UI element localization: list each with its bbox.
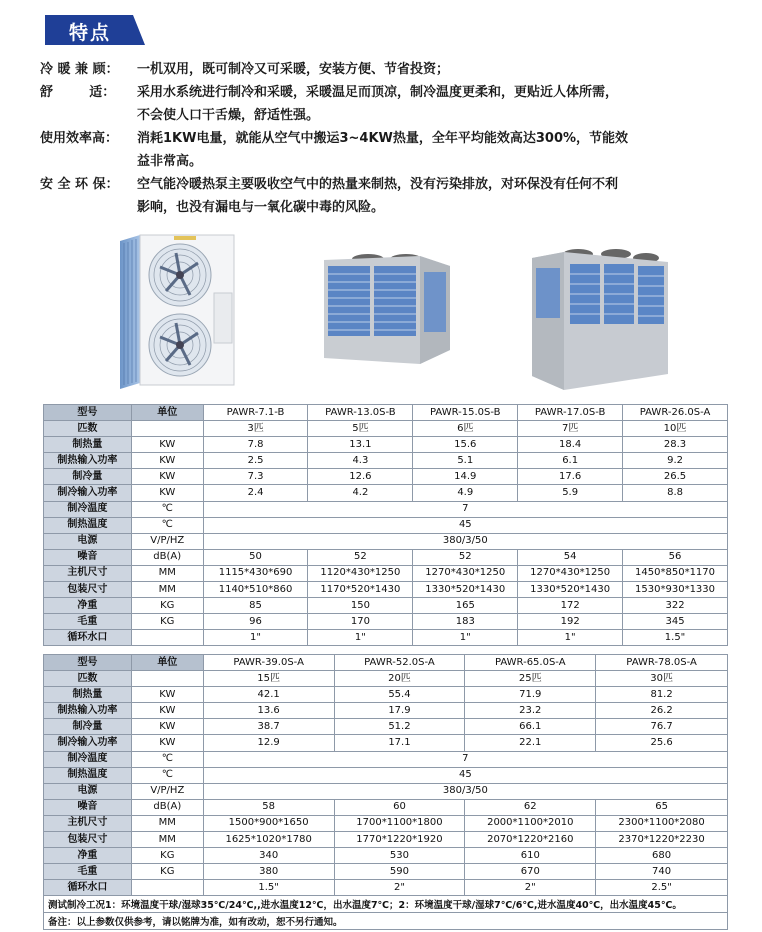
table-row [44, 751, 728, 767]
row-label: 主机尺寸 [44, 815, 132, 831]
table-row [44, 719, 728, 735]
cell-value: 1" [518, 630, 623, 646]
table-row [44, 671, 728, 687]
cell-value: 740 [596, 864, 728, 880]
table-header-row [44, 655, 728, 671]
feature-item [40, 173, 740, 219]
row-label: 包装尺寸 [44, 832, 132, 848]
cell-value: 590 [334, 864, 465, 880]
product-image-small-unit [118, 233, 236, 395]
cell-value: 1140*510*860 [203, 582, 308, 598]
row-unit: KG [131, 614, 203, 630]
row-label: 主机尺寸 [44, 565, 132, 581]
table-row [44, 533, 728, 549]
cell-value: 680 [596, 848, 728, 864]
notes-table [43, 895, 728, 930]
row-unit: dB(A) [131, 549, 203, 565]
row-unit [131, 630, 203, 646]
row-label: 噪音 [44, 799, 132, 815]
cell-value: 56 [623, 549, 728, 565]
cell-value: 2" [465, 880, 596, 896]
cell-value: 380 [203, 864, 334, 880]
row-unit: V/P/HZ [131, 783, 203, 799]
table-row [44, 485, 728, 501]
row-label: 循环水口 [44, 630, 132, 646]
row-unit: KW [131, 735, 203, 751]
row-label: 电源 [44, 533, 132, 549]
cell-value: 1770*1220*1920 [334, 832, 465, 848]
cell-value: 18.4 [518, 437, 623, 453]
spec-table-1 [43, 404, 728, 646]
row-unit: ℃ [131, 517, 203, 533]
row-unit [131, 880, 203, 896]
feature-text: 一机双用，既可制冷又可采暖，安装方便、节省投资； [137, 62, 450, 77]
cell-value: 60 [334, 799, 465, 815]
header-model-name: PAWR-17.0S-B [518, 405, 623, 421]
feature-text: 消耗1KW电量，就能从空气中搬运3~4KW热量，全年平均能效高达300%，节能效 益非常高。 [137, 131, 629, 169]
cell-value: 6.1 [518, 453, 623, 469]
row-unit: KW [131, 437, 203, 453]
row-unit: MM [131, 832, 203, 848]
row-unit: ℃ [131, 751, 203, 767]
cell-value: 13.6 [203, 703, 334, 719]
cell-value: 1330*520*1430 [518, 582, 623, 598]
product-image-large-unit [530, 246, 670, 396]
table-row [44, 799, 728, 815]
row-label: 循环水口 [44, 880, 132, 896]
cell-value: 1" [413, 630, 518, 646]
table-row [44, 864, 728, 880]
row-unit: KW [131, 687, 203, 703]
row-label: 制热输入功率 [44, 453, 132, 469]
row-unit: MM [131, 565, 203, 581]
table-row [44, 848, 728, 864]
cell-value: 23.2 [465, 703, 596, 719]
cell-value: 12.9 [203, 735, 334, 751]
header-model-name: PAWR-26.0S-A [623, 405, 728, 421]
row-label: 匹数 [44, 421, 132, 437]
row-label: 制热量 [44, 437, 132, 453]
cell-value: 2070*1220*2160 [465, 832, 596, 848]
feature-label: 舒 适： [40, 85, 116, 100]
header-model-name: PAWR-13.0S-B [308, 405, 413, 421]
table-row [44, 630, 728, 646]
header-model-name: PAWR-52.0S-A [334, 655, 465, 671]
row-unit: KW [131, 485, 203, 501]
table-row [44, 501, 728, 517]
cell-value: 2.5 [203, 453, 308, 469]
cell-value: 1" [203, 630, 308, 646]
cell-value: 1450*850*1170 [623, 565, 728, 581]
cell-value: 20匹 [334, 671, 465, 687]
table-row [44, 421, 728, 437]
row-label: 制冷输入功率 [44, 735, 132, 751]
section-banner [45, 15, 145, 45]
cell-value: 7匹 [518, 421, 623, 437]
header-unit: 单位 [131, 655, 203, 671]
row-unit: MM [131, 582, 203, 598]
cell-value: 52 [308, 549, 413, 565]
cell-value: 9.2 [623, 453, 728, 469]
feature-label: 冷 暖 兼 顾： [40, 62, 119, 77]
cell-value: 1625*1020*1780 [203, 832, 334, 848]
row-label: 制冷温度 [44, 501, 132, 517]
row-unit: KG [131, 864, 203, 880]
table-row [44, 517, 728, 533]
cell-value: 1120*430*1250 [308, 565, 413, 581]
feature-text: 采用水系统进行制冷和采暖，采暖温足而顶凉，制冷温度更柔和，更贴近人体所需， 不会使人口干舌燥，舒适性强。 [137, 85, 619, 123]
row-label: 电源 [44, 783, 132, 799]
cell-value: 22.1 [465, 735, 596, 751]
cell-value: 28.3 [623, 437, 728, 453]
cell-value: 15匹 [203, 671, 334, 687]
row-unit: KW [131, 469, 203, 485]
cell-value: 96 [203, 614, 308, 630]
cell-value: 1270*430*1250 [518, 565, 623, 581]
cell-value: 6匹 [413, 421, 518, 437]
cell-value: 2.5" [596, 880, 728, 896]
cell-value: 2000*1100*2010 [465, 815, 596, 831]
table-row [44, 783, 728, 799]
header-model-name: PAWR-78.0S-A [596, 655, 728, 671]
header-model-name: PAWR-15.0S-B [413, 405, 518, 421]
cell-value: 1500*900*1650 [203, 815, 334, 831]
row-unit: MM [131, 815, 203, 831]
row-unit: KW [131, 703, 203, 719]
cell-value: 62 [465, 799, 596, 815]
cell-value: 150 [308, 598, 413, 614]
cell-value: 1330*520*1430 [413, 582, 518, 598]
cell-value: 17.6 [518, 469, 623, 485]
cell-value: 14.9 [413, 469, 518, 485]
feature-item [40, 81, 740, 127]
cell-value: 50 [203, 549, 308, 565]
cell-value: 51.2 [334, 719, 465, 735]
test-condition-note: 测试制冷工况1：环境温度干球/湿球35℃/24℃,,进水温度12℃，出水温度7℃；2：环境温度干球/湿球7℃/6℃,进水温度40℃，出水温度45℃。 [44, 896, 728, 913]
cell-value: 71.9 [465, 687, 596, 703]
feature-label: 使用效率高： [40, 131, 119, 146]
table-row [44, 437, 728, 453]
header-unit: 单位 [131, 405, 203, 421]
section-title: 特点 [69, 22, 112, 44]
row-label: 净重 [44, 848, 132, 864]
cell-value: 670 [465, 864, 596, 880]
cell-value: 340 [203, 848, 334, 864]
table-row [44, 549, 728, 565]
row-shared-value: 7 [203, 751, 727, 767]
cell-value: 4.2 [308, 485, 413, 501]
row-label: 制热量 [44, 687, 132, 703]
table-row [44, 614, 728, 630]
cell-value: 1.5" [203, 880, 334, 896]
cell-value: 5.1 [413, 453, 518, 469]
cell-value: 58 [203, 799, 334, 815]
row-label: 制冷温度 [44, 751, 132, 767]
cell-value: 345 [623, 614, 728, 630]
cell-value: 26.2 [596, 703, 728, 719]
cell-value: 30匹 [596, 671, 728, 687]
table-header-row [44, 405, 728, 421]
cell-value: 17.1 [334, 735, 465, 751]
cell-value: 13.1 [308, 437, 413, 453]
cell-value: 66.1 [465, 719, 596, 735]
row-unit: KG [131, 598, 203, 614]
disclaimer-note: 备注：以上参数仅供参考，请以铭牌为准，如有改动，恕不另行通知。 [44, 913, 728, 930]
cell-value: 55.4 [334, 687, 465, 703]
row-unit: KW [131, 453, 203, 469]
header-model: 型号 [44, 655, 132, 671]
row-label: 噪音 [44, 549, 132, 565]
row-label: 包装尺寸 [44, 582, 132, 598]
table-row [44, 565, 728, 581]
cell-value: 165 [413, 598, 518, 614]
row-unit [131, 671, 203, 687]
table-row [44, 469, 728, 485]
cell-value: 5匹 [308, 421, 413, 437]
features-list [40, 58, 740, 219]
table-row [44, 598, 728, 614]
row-label: 毛重 [44, 614, 132, 630]
cell-value: 3匹 [203, 421, 308, 437]
row-unit: dB(A) [131, 799, 203, 815]
row-unit: V/P/HZ [131, 533, 203, 549]
cell-value: 15.6 [413, 437, 518, 453]
cell-value: 183 [413, 614, 518, 630]
cell-value: 81.2 [596, 687, 728, 703]
row-label: 制冷量 [44, 719, 132, 735]
cell-value: 1270*430*1250 [413, 565, 518, 581]
cell-value: 2300*1100*2080 [596, 815, 728, 831]
feature-item [40, 58, 740, 81]
cell-value: 1700*1100*1800 [334, 815, 465, 831]
cell-value: 192 [518, 614, 623, 630]
cell-value: 8.8 [623, 485, 728, 501]
cell-value: 52 [413, 549, 518, 565]
cell-value: 25匹 [465, 671, 596, 687]
cell-value: 25.6 [596, 735, 728, 751]
cell-value: 2" [334, 880, 465, 896]
cell-value: 10匹 [623, 421, 728, 437]
cell-value: 17.9 [334, 703, 465, 719]
feature-text: 空气能冷暖热泵主要吸收空气中的热量来制热，没有污染排放，对环保没有任何不利 影响，也没有漏电与一氧化碳中毒的风险。 [137, 177, 619, 215]
cell-value: 38.7 [203, 719, 334, 735]
row-unit: KG [131, 848, 203, 864]
table-row [44, 582, 728, 598]
table-row [44, 815, 728, 831]
cell-value: 85 [203, 598, 308, 614]
cell-value: 26.5 [623, 469, 728, 485]
cell-value: 4.9 [413, 485, 518, 501]
cell-value: 170 [308, 614, 413, 630]
table-row [44, 735, 728, 751]
row-shared-value: 45 [203, 767, 727, 783]
table-row [44, 687, 728, 703]
row-label: 毛重 [44, 864, 132, 880]
cell-value: 322 [623, 598, 728, 614]
cell-value: 12.6 [308, 469, 413, 485]
row-label: 制热输入功率 [44, 703, 132, 719]
header-model: 型号 [44, 405, 132, 421]
header-model-name: PAWR-65.0S-A [465, 655, 596, 671]
cell-value: 2.4 [203, 485, 308, 501]
row-unit: ℃ [131, 501, 203, 517]
cell-value: 76.7 [596, 719, 728, 735]
cell-value: 7.8 [203, 437, 308, 453]
cell-value: 54 [518, 549, 623, 565]
table-row [44, 832, 728, 848]
cell-value: 7.3 [203, 469, 308, 485]
feature-label: 安 全 环 保： [40, 177, 119, 192]
cell-value: 172 [518, 598, 623, 614]
row-shared-value: 7 [203, 501, 727, 517]
table-row [44, 880, 728, 896]
cell-value: 4.3 [308, 453, 413, 469]
cell-value: 2370*1220*2230 [596, 832, 728, 848]
row-shared-value: 380/3/50 [203, 783, 727, 799]
table-row [44, 767, 728, 783]
header-model-name: PAWR-39.0S-A [203, 655, 334, 671]
cell-value: 65 [596, 799, 728, 815]
table-row [44, 703, 728, 719]
cell-value: 530 [334, 848, 465, 864]
row-label: 制热温度 [44, 517, 132, 533]
row-shared-value: 45 [203, 517, 727, 533]
product-image-medium-unit [320, 250, 452, 370]
row-unit: ℃ [131, 767, 203, 783]
feature-item [40, 127, 740, 173]
cell-value: 1170*520*1430 [308, 582, 413, 598]
row-label: 制冷输入功率 [44, 485, 132, 501]
spec-table-2 [43, 654, 728, 896]
row-label: 净重 [44, 598, 132, 614]
row-unit [131, 421, 203, 437]
row-unit: KW [131, 719, 203, 735]
cell-value: 5.9 [518, 485, 623, 501]
cell-value: 1" [308, 630, 413, 646]
cell-value: 1530*930*1330 [623, 582, 728, 598]
table-row [44, 453, 728, 469]
header-model-name: PAWR-7.1-B [203, 405, 308, 421]
row-label: 制热温度 [44, 767, 132, 783]
row-label: 制冷量 [44, 469, 132, 485]
cell-value: 1115*430*690 [203, 565, 308, 581]
row-shared-value: 380/3/50 [203, 533, 727, 549]
cell-value: 1.5" [623, 630, 728, 646]
row-label: 匹数 [44, 671, 132, 687]
cell-value: 42.1 [203, 687, 334, 703]
cell-value: 610 [465, 848, 596, 864]
